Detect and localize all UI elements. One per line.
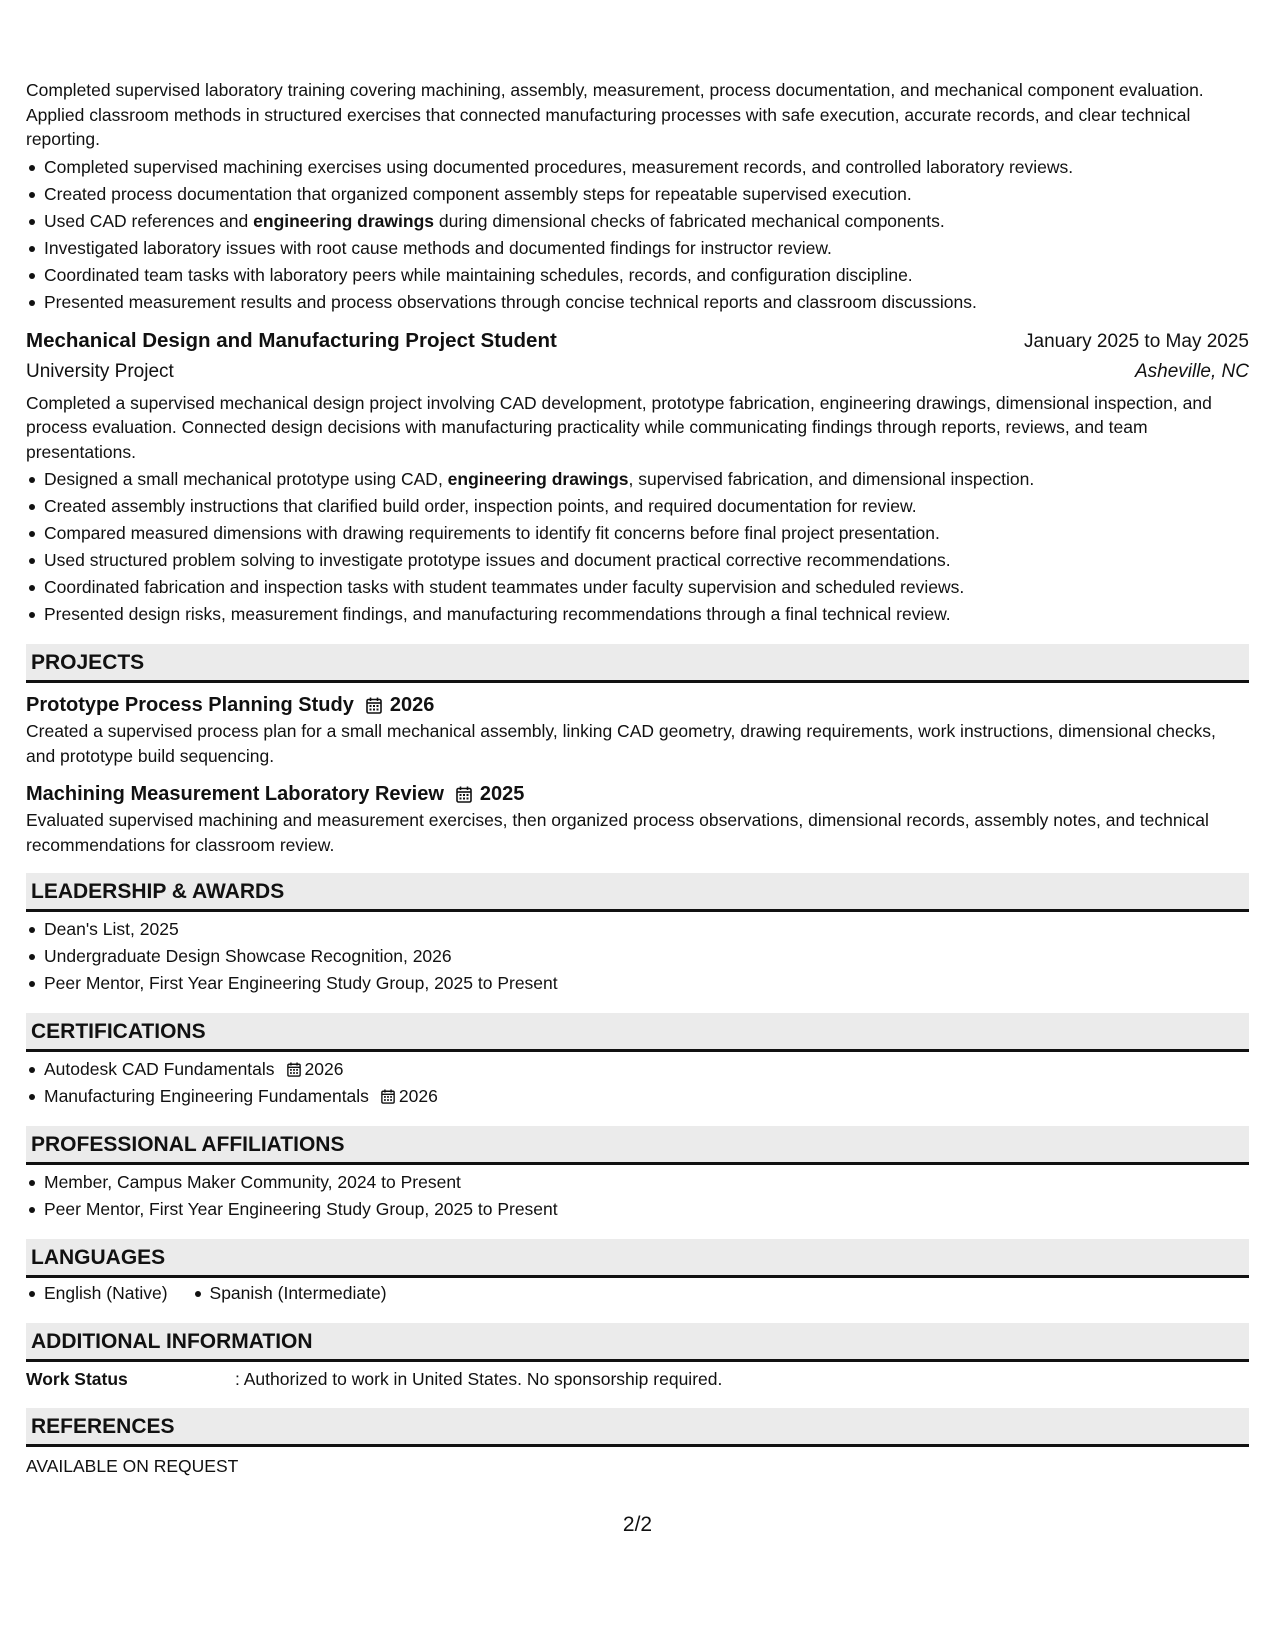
section-heading-languages: LANGUAGES (26, 1239, 1249, 1278)
section-heading-additional: ADDITIONAL INFORMATION (26, 1323, 1249, 1362)
list-item: Compared measured dimensions with drawing requirements to identify fit concerns before final project presentation. (26, 520, 1249, 547)
list-item: Presented design risks, measurement findings, and manufacturing recommendations through a final technical review. (26, 601, 1249, 628)
list-item: Coordinated fabrication and inspection tasks with student teammates under faculty supervision and scheduled reviews. (26, 574, 1249, 601)
work-status-value: : Authorized to work in United States. No sponsorship required. (235, 1369, 723, 1389)
section-heading-certifications: CERTIFICATIONS (26, 1013, 1249, 1052)
list-item: Spanish (Intermediate) (192, 1280, 387, 1307)
list-item: Designed a small mechanical prototype using CAD, engineering drawings, supervised fabrication, and dimensional inspection. (26, 466, 1249, 493)
job-bullets (26, 466, 1249, 628)
calendar-icon (287, 1062, 301, 1077)
project-title: Machining Measurement Laboratory Review 2025 (26, 780, 1249, 808)
certifications-list (26, 1056, 1249, 1110)
list-item: Created assembly instructions that clarified build order, inspection points, and required documentation for review. (26, 493, 1249, 520)
references-text: AVAILABLE ON REQUEST (26, 1456, 239, 1476)
section-heading-projects: PROJECTS (26, 644, 1249, 683)
list-item: English (Native) (26, 1280, 168, 1307)
section-heading-references: REFERENCES (26, 1408, 1249, 1447)
certification-year: 2026 (398, 1086, 438, 1106)
project-description: Created a supervised process plan for a small mechanical assembly, linking CAD geometry, drawing requirements, work instructions, dimensional checks, and prototype build sequencing. (26, 721, 1216, 766)
section-heading-leadership: LEADERSHIP & AWARDS (26, 873, 1249, 912)
project-title: Prototype Process Planning Study 2026 (26, 691, 1249, 719)
leadership-list (26, 916, 1249, 997)
certification-year: 2026 (304, 1059, 344, 1079)
calendar-icon (381, 1089, 395, 1104)
work-status-label: Work Status (26, 1369, 128, 1389)
experience-bullets (26, 154, 1249, 316)
list-item: Coordinated team tasks with laboratory peers while maintaining schedules, records, and configuration discipline. (26, 262, 1249, 289)
work-status-row (26, 1366, 1249, 1392)
calendar-icon (456, 786, 472, 803)
list-item: Peer Mentor, First Year Engineering Study Group, 2025 to Present (26, 970, 1249, 997)
languages-list (26, 1280, 1249, 1307)
project-year: 2026 (389, 694, 435, 716)
list-item: Peer Mentor, First Year Engineering Study Group, 2025 to Present (26, 1196, 1249, 1223)
list-item: Autodesk CAD Fundamentals 2026 (26, 1056, 1249, 1083)
calendar-icon (366, 697, 382, 714)
job-dates: January 2025 to May 2025 (1024, 330, 1249, 352)
job-title: Mechanical Design and Manufacturing Project Student (26, 328, 557, 352)
list-item: Used structured problem solving to investigate prototype issues and document practical corrective recommendations. (26, 547, 1249, 574)
section-heading-affiliations: PROFESSIONAL AFFILIATIONS (26, 1126, 1249, 1165)
list-item: Completed supervised machining exercises using documented procedures, measurement records, and controlled laboratory reviews. (26, 154, 1249, 181)
job-description: Completed a supervised mechanical design project involving CAD development, prototype fabrication, engineering drawings, dimensional inspection, and process evaluation. Connected design decisions with manufacturing practicality while communicating findings through reports, reviews, and team presentations. (26, 392, 1212, 462)
job-location: Asheville, NC (1134, 360, 1249, 382)
project-description: Evaluated supervised machining and measurement exercises, then organized process observations, dimensional records, assembly notes, and technical recommendations for classroom review. (26, 810, 1209, 855)
list-item: Manufacturing Engineering Fundamentals 2026 (26, 1083, 1249, 1110)
job-subheader (26, 357, 1249, 387)
list-item: Used CAD references and engineering drawings during dimensional checks of fabricated mechanical components. (26, 208, 1249, 235)
project-year: 2025 (479, 783, 525, 805)
list-item: Presented measurement results and process observations through concise technical reports and classroom discussions. (26, 289, 1249, 316)
list-item: Dean's List, 2025 (26, 916, 1249, 943)
experience-description: Completed supervised laboratory training covering machining, assembly, measurement, process documentation, and mechanical component evaluation. Applied classroom methods in structured exercises that connected manufacturing processes with safe execution, accurate records, and clear technical reporting. (26, 80, 1204, 149)
list-item: Member, Campus Maker Community, 2024 to Present (26, 1169, 1249, 1196)
list-item: Undergraduate Design Showcase Recognition, 2026 (26, 943, 1249, 970)
resume-page (26, 78, 1249, 1479)
job-header (26, 326, 1249, 357)
list-item: Created process documentation that organized component assembly steps for repeatable supervised execution. (26, 181, 1249, 208)
affiliations-list (26, 1169, 1249, 1223)
job-organization: University Project (26, 360, 174, 382)
list-item: Investigated laboratory issues with root cause methods and documented findings for instructor review. (26, 235, 1249, 262)
page-number: 2/2 (622, 1513, 653, 1536)
